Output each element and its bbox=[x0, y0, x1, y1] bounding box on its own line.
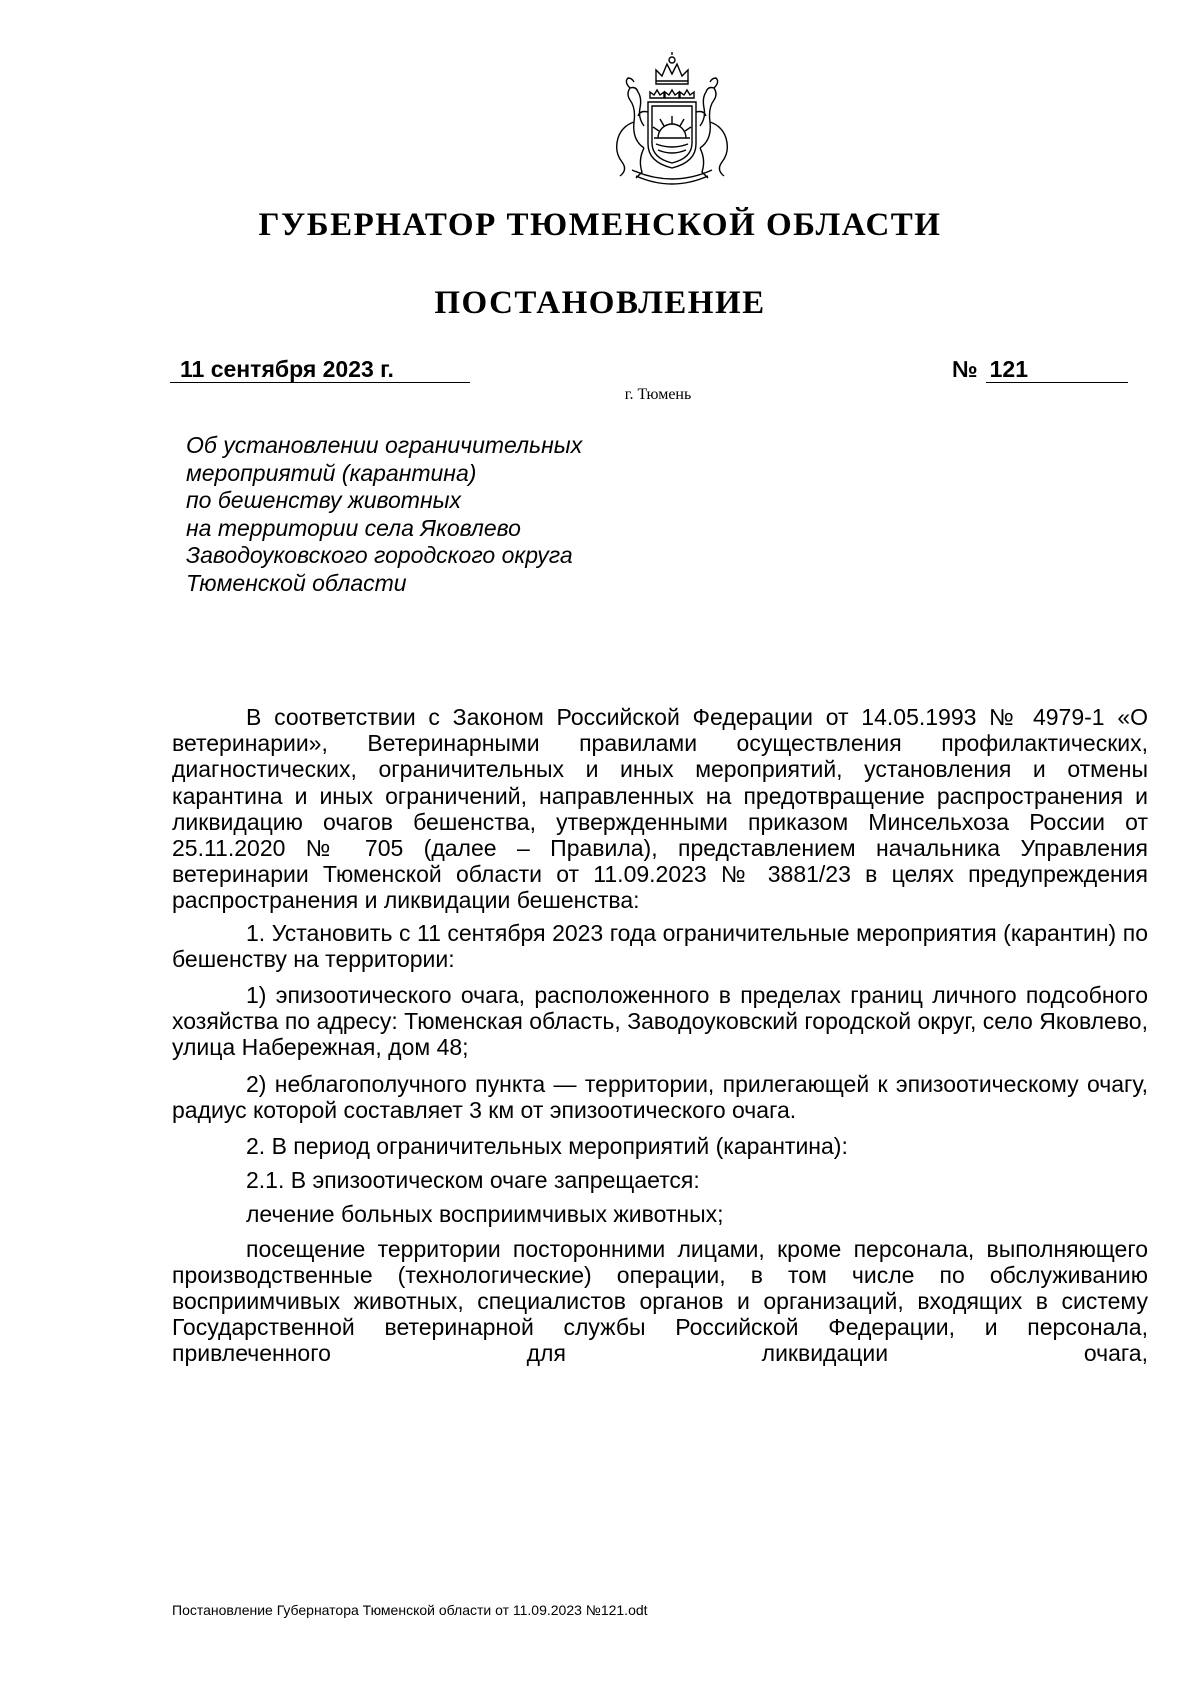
subject-line: на территории села Яковлево bbox=[186, 514, 521, 541]
footer-filename: Постановление Губернатора Тюменской области от 11.09.2023 №121.odt bbox=[172, 1602, 648, 1618]
body-paragraph: лечение больных восприимчивых животных; bbox=[246, 1201, 724, 1228]
subject-line: Об установлении ограничительных bbox=[186, 432, 583, 458]
body-paragraph: 2.1. В эпизоотическом очаге запрещается: bbox=[246, 1167, 700, 1194]
issue-city: г. Тюмень bbox=[624, 386, 692, 403]
coat-of-arms-icon bbox=[592, 52, 752, 192]
subject-line: Тюменской области bbox=[186, 569, 407, 596]
subject-line: по бешенству животных bbox=[186, 487, 462, 514]
document-subject bbox=[186, 432, 582, 598]
body-paragraph: 2. В период ограничительных мероприятий (карантина): bbox=[246, 1133, 848, 1160]
body-paragraph: 2) неблагополучного пункта — территории, прилегающей к эпизоотическому очагу, радиус которой составляет 3 км от эпизоотического очага. bbox=[172, 1070, 1148, 1123]
document-type-title: ПОСТАНОВЛЕНИЕ bbox=[434, 285, 766, 321]
preamble-paragraph: В соответствии с Законом Российской Федерации от 14.05.1993 № 4979-1 «О ветеринарии», Ветеринарными правилами осуществления профилактических, диагностических, ограничительных и иных мероприятий, установления и отмены карантина и иных ограничений, направленных на предотвращение распространения и ликвидацию очагов бешенства, утвержденными приказом Минсельхоза России от 25.11.2020 № 705 (далее – Правила), представлением начальника Управления ветеринарии Тюменской области от 11.09.2023 № 3881/23 в целях предупреждения распространения и ликвидации бешенства: bbox=[172, 704, 1148, 914]
number-sign: № bbox=[952, 356, 978, 382]
document-date: 11 сентября 2023 г. bbox=[170, 356, 470, 383]
issuing-authority-title: ГУБЕРНАТОР ТЮМЕНСКОЙ ОБЛАСТИ bbox=[258, 207, 942, 243]
body-paragraph: посещение территории посторонними лицами, кроме персонала, выполняющего производственные (технологические) операции, в том числе по обслуживанию восприимчивых животных, специалистов органов и организаций, входящих в систему Государственной ветеринарной службы Российской Федерации, и персонала, привлеченного для ликвидации очага, bbox=[172, 1235, 1148, 1367]
body-paragraph: 1. Установить с 11 сентября 2023 года ограничительные мероприятия (карантин) по бешенству на территории: bbox=[172, 919, 1148, 972]
body-paragraph: 1) эпизоотического очага, расположенного в пределах границ личного подсобного хозяйства по адресу: Тюменская область, Заводоуковский городской округ, село Яковлево, улица Набережная, дом 48; bbox=[172, 982, 1148, 1061]
document-number: 121 bbox=[986, 356, 1128, 383]
document-number-field bbox=[952, 356, 1128, 383]
document-body bbox=[172, 704, 1148, 1367]
subject-line: мероприятий (карантина) bbox=[186, 459, 477, 486]
subject-line: Заводоуковского городского округа bbox=[186, 542, 573, 569]
